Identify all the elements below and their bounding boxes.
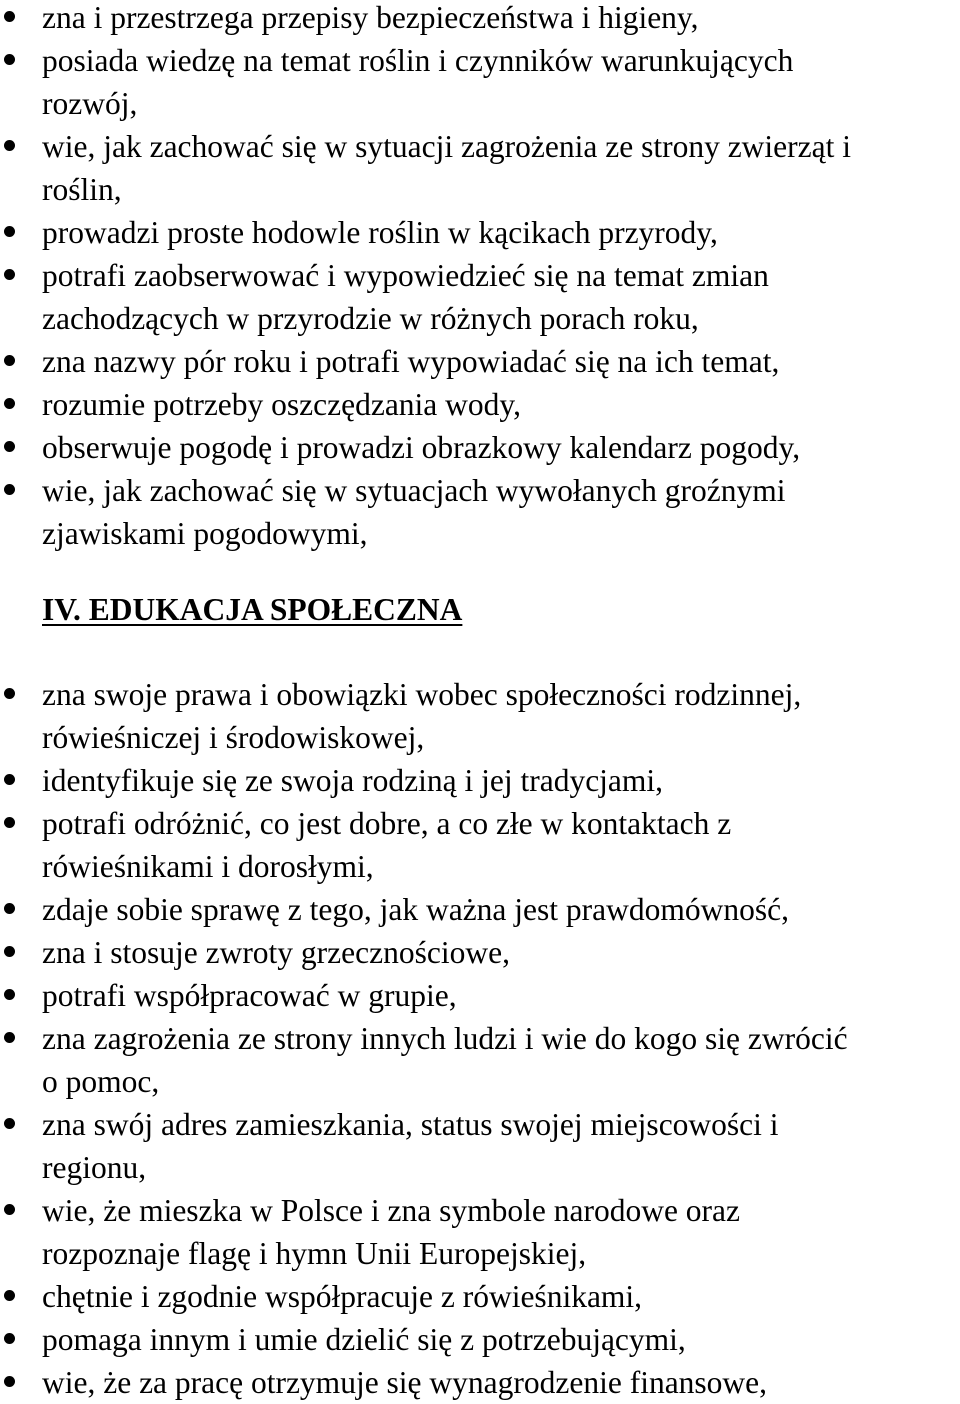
list-item [0,974,848,1017]
bullet-icon [4,1333,15,1344]
list-item-text: rozumie potrzeby oszczędzania wody, [42,387,521,422]
list-item-text: potrafi współpracować w grupie, [42,978,457,1013]
list-item-text: regionu, [42,1150,147,1185]
bullet-icon [4,903,15,914]
list-item-text: roślin, [42,172,122,207]
bullet-icon [4,1118,15,1129]
bullet-icon [4,140,15,151]
list-item-text: rówieśnikami i dorosłymi, [42,849,374,884]
list-item [0,1103,848,1189]
list-item-text: zna swój adres zamieszkania, status swojej miejscowości i [42,1107,779,1142]
list-item [0,931,848,974]
list-item [0,759,848,802]
bullet-icon [4,688,15,699]
bullet-icon [4,398,15,409]
list-item [0,254,851,340]
list-item-text: wie, że mieszka w Polsce i zna symbole narodowe oraz [42,1193,740,1228]
list-item-text: o pomoc, [42,1064,160,1099]
bullet-icon [4,441,15,452]
list-item-text: zna swoje prawa i obowiązki wobec społeczności rodzinnej, [42,677,802,712]
bullet-list-social [0,673,848,1404]
list-item-text: posiada wiedzę na temat roślin i czynników warunkujących [42,43,794,78]
list-item [0,469,851,555]
bullet-list-nature [0,0,851,555]
list-item [0,802,848,888]
bullet-icon [4,355,15,366]
list-item [0,888,848,931]
bullet-icon [4,817,15,828]
bullet-icon [4,774,15,785]
list-item-text: wie, że za pracę otrzymuje się wynagrodzenie finansowe, [42,1365,768,1400]
list-item-text: zna i przestrzega przepisy bezpieczeństwa i higieny, [42,0,699,35]
list-item-text: zjawiskami pogodowymi, [42,516,368,551]
bullet-icon [4,1204,15,1215]
list-item-text: rozpoznaje flagę i hymn Unii Europejskiej, [42,1236,587,1271]
list-item [0,426,851,469]
list-item-text: prowadzi proste hodowle roślin w kącikach przyrody, [42,215,718,250]
list-item [0,340,851,383]
section-heading: IV. EDUKACJA SPOŁECZNA [42,592,463,627]
list-item [0,1275,848,1318]
list-item [0,1318,848,1361]
bullet-icon [4,989,15,1000]
bullet-icon [4,1376,15,1387]
bullet-icon [4,11,15,22]
list-item [0,39,851,125]
bullet-icon [4,1290,15,1301]
list-item-text: identyfikuje się ze swoja rodziną i jej tradycjami, [42,763,664,798]
list-item-text: zna zagrożenia ze strony innych ludzi i wie do kogo się zwrócić [42,1021,848,1056]
bullet-icon [4,226,15,237]
list-item-text: potrafi zaobserwować i wypowiedzieć się na temat zmian [42,258,769,293]
list-item [0,211,851,254]
list-item-text: zna i stosuje zwroty grzecznościowe, [42,935,510,970]
bullet-icon [4,54,15,65]
list-item-text: zdaje sobie sprawę z tego, jak ważna jest prawdomówność, [42,892,789,927]
list-item-text: pomaga innym i umie dzielić się z potrzebującymi, [42,1322,686,1357]
bullet-icon [4,946,15,957]
list-item-text: potrafi odróżnić, co jest dobre, a co złe w kontaktach z [42,806,732,841]
list-item [0,1017,848,1103]
bullet-icon [4,484,15,495]
list-item-text: rozwój, [42,86,138,121]
list-item-text: wie, jak zachować się w sytuacji zagrożenia ze strony zwierząt i [42,129,851,164]
list-item [0,383,851,426]
list-item [0,673,848,759]
bullet-icon [4,269,15,280]
list-item [0,1189,848,1275]
bullet-icon [4,1032,15,1043]
list-item [0,0,851,39]
list-item-text: wie, jak zachować się w sytuacjach wywołanych groźnymi [42,473,786,508]
list-item [0,125,851,211]
list-item [0,1361,848,1404]
list-item-text: obserwuje pogodę i prowadzi obrazkowy kalendarz pogody, [42,430,801,465]
list-item-text: chętnie i zgodnie współpracuje z rówieśnikami, [42,1279,643,1314]
list-item-text: zachodzących w przyrodzie w różnych porach roku, [42,301,699,336]
list-item-text: rówieśniczej i środowiskowej, [42,720,425,755]
list-item-text: zna nazwy pór roku i potrafi wypowiadać się na ich temat, [42,344,780,379]
